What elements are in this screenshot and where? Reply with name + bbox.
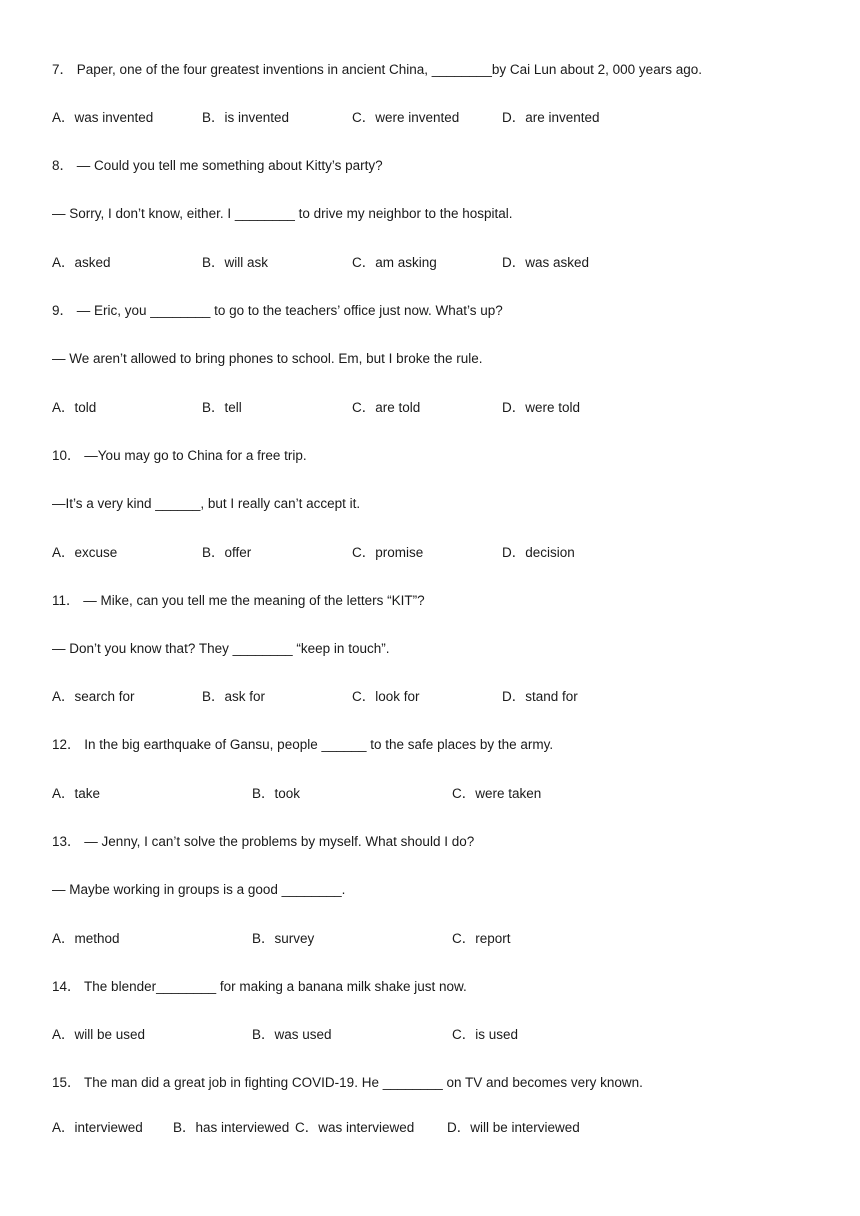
option-d: D．was asked (502, 255, 590, 270)
option-b: B．tell (202, 400, 242, 415)
question-text: Paper, one of the four greatest inventions in ancient China, ________by Cai Lun about 2, 000 years ago. (76, 62, 702, 77)
question-8-stem (52, 157, 383, 175)
question-10-options (52, 544, 812, 562)
question-9-options (52, 399, 812, 417)
option-a: A．search for (52, 689, 135, 704)
option-b: B．was used (252, 1027, 332, 1042)
question-10-reply: —It’s a very kind ______, but I really can’t accept it. (52, 496, 361, 511)
question-number: 7． (52, 62, 74, 77)
option-c: C．report (452, 931, 511, 946)
question-number: 9． (52, 303, 74, 318)
option-b: B．has interviewed (173, 1120, 290, 1135)
option-c: C．promise (352, 545, 424, 560)
question-text: — Eric, you ________ to go to the teachers’ office just now. What’s up? (76, 303, 503, 318)
question-text: — Jenny, I can’t solve the problems by myself. What should I do? (84, 834, 475, 849)
question-11-reply: — Don’t you know that? They ________ “keep in touch”. (52, 641, 390, 656)
option-d: D．decision (502, 545, 575, 560)
option-a: A．asked (52, 255, 111, 270)
question-14-stem (52, 978, 467, 996)
option-b: B．is invented (202, 110, 290, 125)
question-14-options (52, 1026, 812, 1044)
option-a: A．method (52, 931, 120, 946)
option-b: B．ask for (202, 689, 266, 704)
option-c: C．are told (352, 400, 421, 415)
question-9-reply: — We aren’t allowed to bring phones to school. Em, but I broke the rule. (52, 351, 483, 366)
question-13-reply: — Maybe working in groups is a good ________. (52, 882, 346, 897)
option-c: C．look for (352, 689, 420, 704)
option-a: A．was invented (52, 110, 154, 125)
option-d: D．will be interviewed (447, 1120, 580, 1135)
question-text: — Mike, can you tell me the meaning of the letters “KIT”? (83, 593, 425, 608)
question-number: 14． (52, 979, 81, 994)
question-11-stem (52, 592, 425, 610)
question-7-stem (52, 61, 702, 79)
option-c: C．was interviewed (295, 1120, 415, 1135)
option-b: B．will ask (202, 255, 269, 270)
question-11-options (52, 688, 812, 706)
question-number: 12． (52, 737, 81, 752)
option-c: C．am asking (352, 255, 437, 270)
option-d: D．were told (502, 400, 581, 415)
option-a: A．told (52, 400, 97, 415)
question-12-stem (52, 736, 553, 754)
option-a: A．interviewed (52, 1120, 143, 1135)
question-number: 15． (52, 1075, 81, 1090)
question-15-stem (52, 1074, 643, 1092)
question-13-options (52, 930, 812, 948)
question-12-options (52, 785, 812, 803)
option-d: D．are invented (502, 110, 600, 125)
question-9-stem (52, 302, 503, 320)
option-b: B．took (252, 786, 301, 801)
question-number: 8． (52, 158, 74, 173)
question-13-stem (52, 833, 474, 851)
option-b: B．offer (202, 545, 252, 560)
question-text: — Could you tell me something about Kitty’s party? (76, 158, 383, 173)
option-d: D．stand for (502, 689, 578, 704)
option-c: C．is used (452, 1027, 519, 1042)
question-8-reply: — Sorry, I don’t know, either. I ________ to drive my neighbor to the hospital. (52, 206, 513, 221)
question-number: 10． (52, 448, 81, 463)
question-8-options (52, 254, 812, 272)
option-b: B．survey (252, 931, 315, 946)
question-15-options (52, 1119, 812, 1137)
option-a: A．excuse (52, 545, 118, 560)
option-a: A．take (52, 786, 101, 801)
question-text: In the big earthquake of Gansu, people ______ to the safe places by the army. (84, 737, 554, 752)
question-text: The man did a great job in fighting COVID-19. He ________ on TV and becomes very known. (84, 1075, 643, 1090)
question-number: 13． (52, 834, 81, 849)
option-c: C．were taken (452, 786, 542, 801)
question-10-stem (52, 447, 307, 465)
option-a: A．will be used (52, 1027, 146, 1042)
question-text: The blender________ for making a banana milk shake just now. (84, 979, 467, 994)
option-c: C．were invented (352, 110, 460, 125)
question-text: —You may go to China for a free trip. (84, 448, 307, 463)
question-number: 11． (52, 593, 80, 608)
question-7-options (52, 109, 812, 127)
